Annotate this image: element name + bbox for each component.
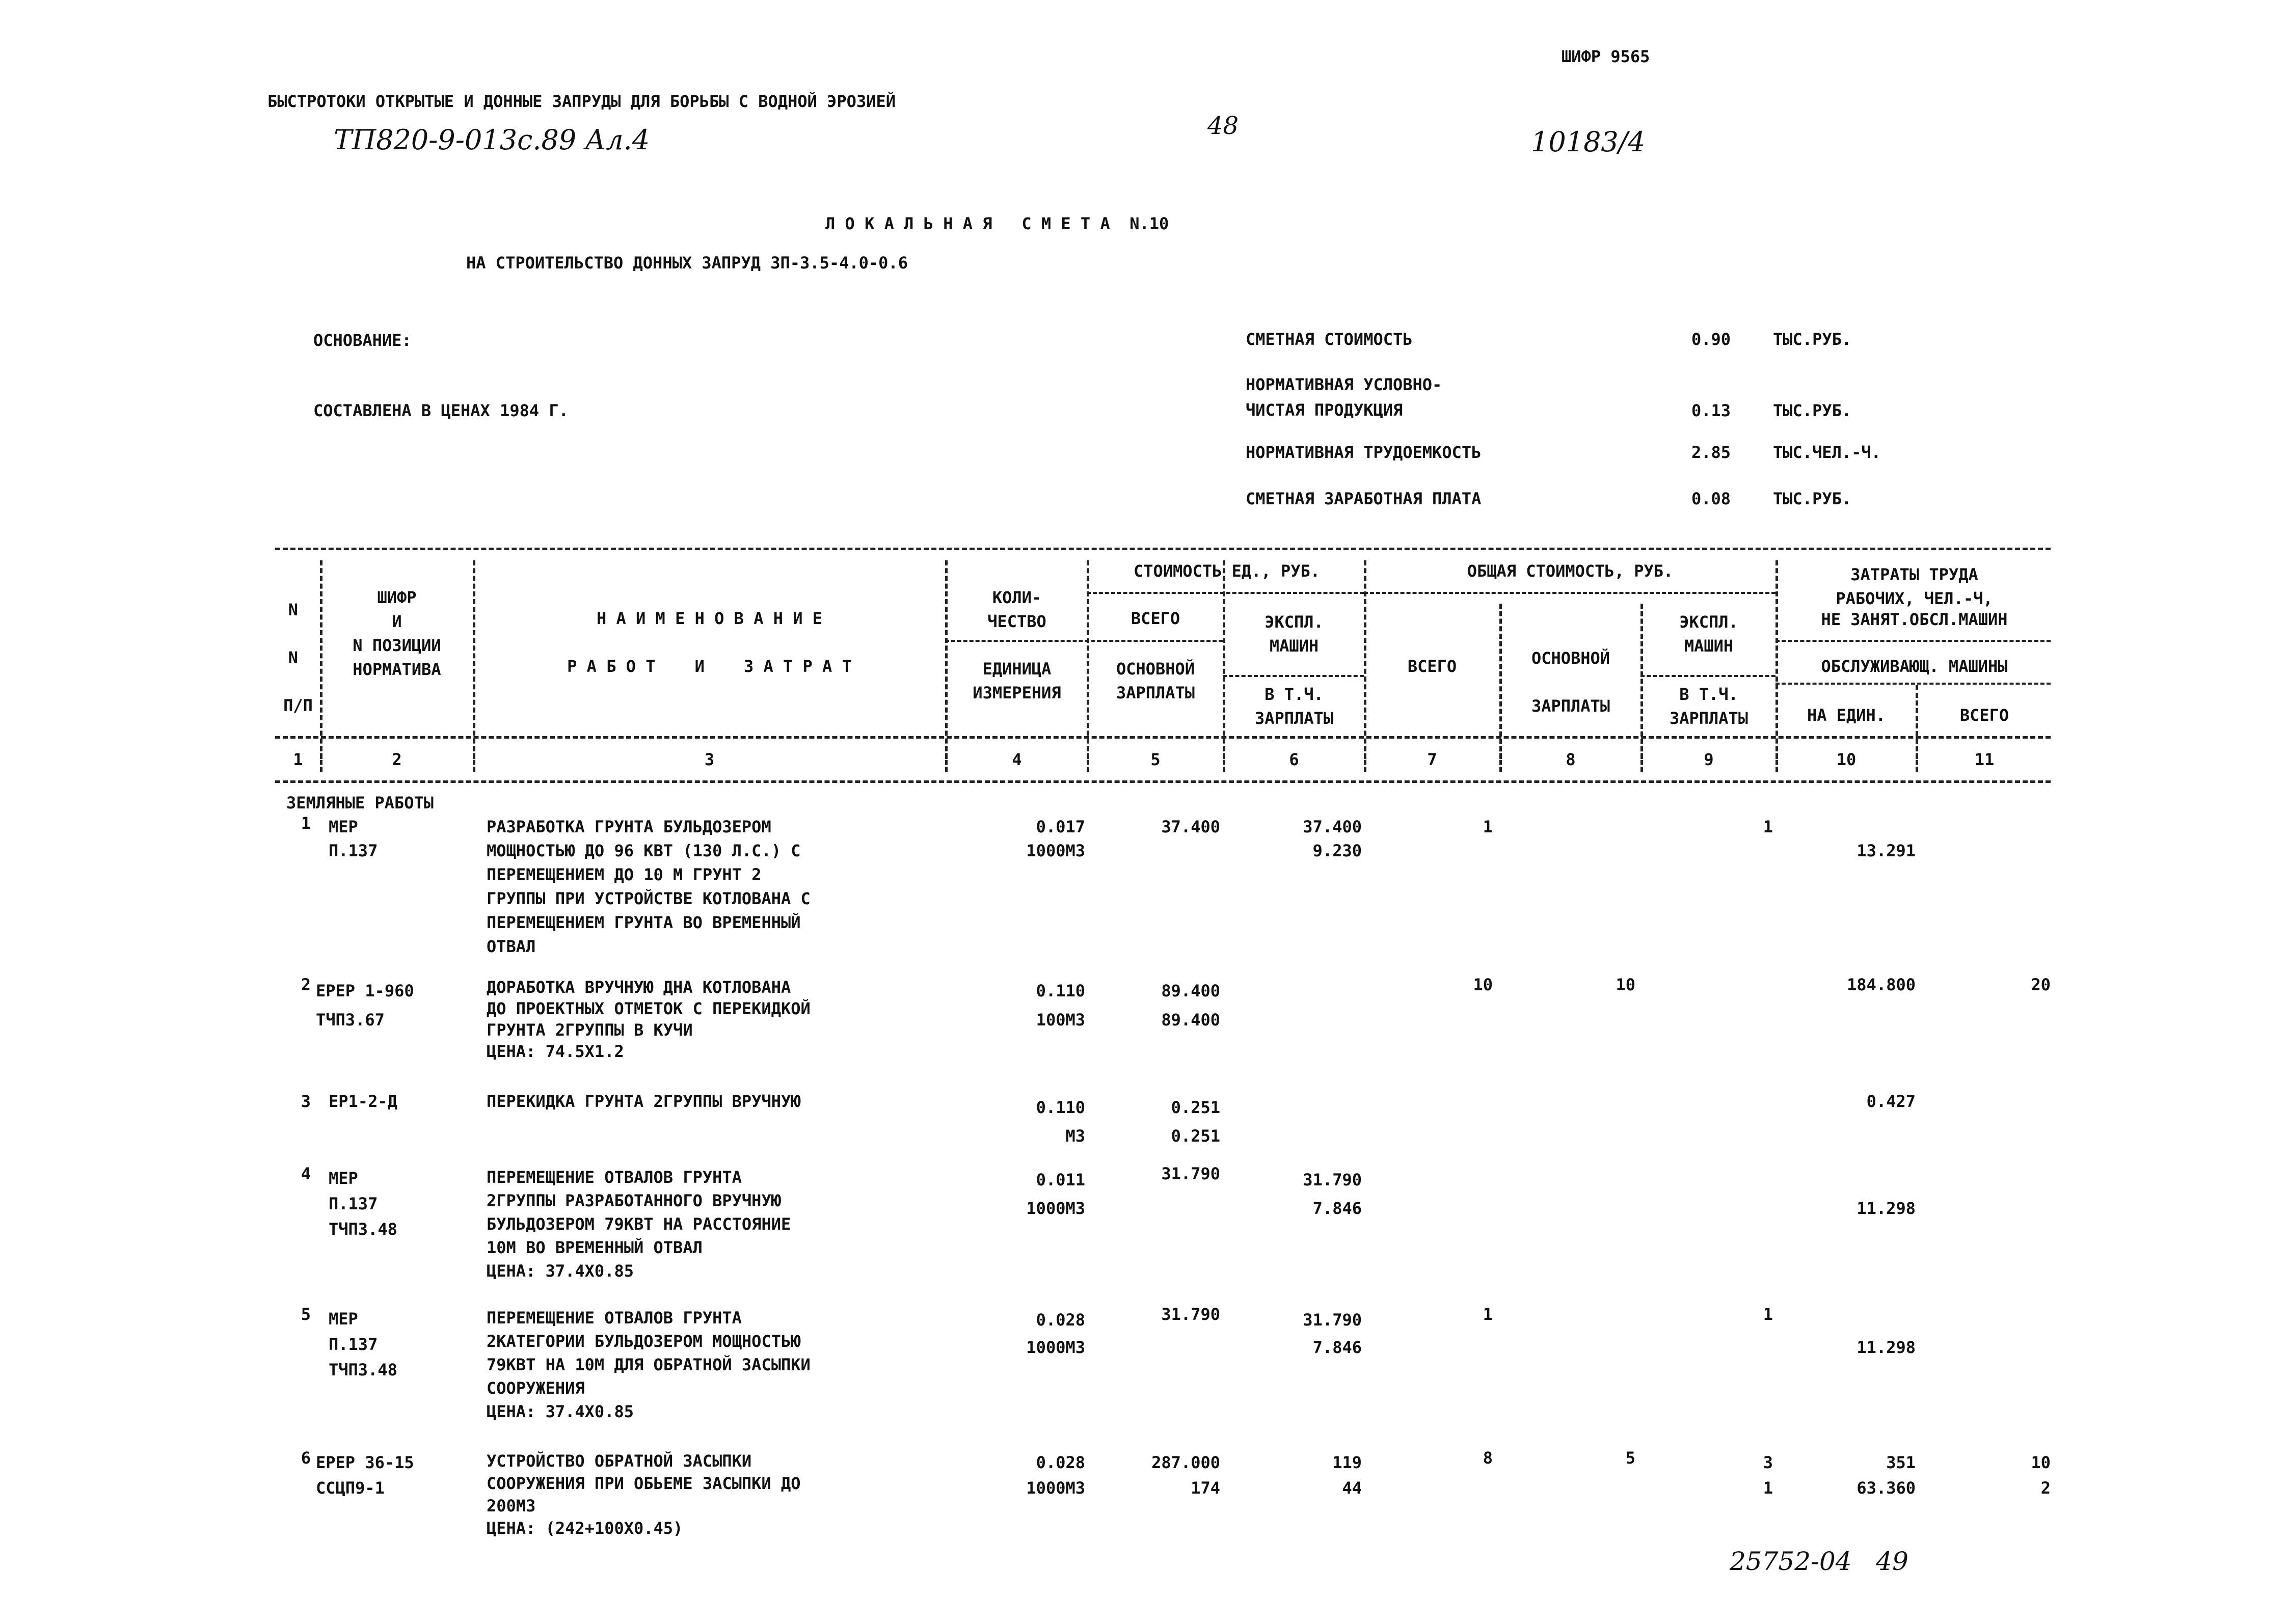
row-labor-per-unit: 13.291: [1856, 841, 1916, 860]
row-total-wages: 5: [1625, 1448, 1635, 1468]
row-description: ПЕРЕКИДКА ГРУНТА 2ГРУППЫ ВРУЧНУЮ: [487, 1092, 801, 1111]
row-total: 1: [1483, 817, 1493, 836]
row-number: 6: [301, 1448, 311, 1468]
header-col-4-bottom: ЕДИНИЦА ИЗМЕРЕНИЯ: [973, 659, 1061, 702]
prices-label: СОСТАВЛЕНА В ЦЕНАХ 1984 Г.: [313, 401, 569, 420]
header-col-2: ШИФР И N ПОЗИЦИИ НОРМАТИВА: [353, 588, 441, 679]
row-unit-total: 31.790: [1161, 1164, 1220, 1183]
summary-unit: ТЫС.РУБ.: [1773, 401, 1852, 420]
column-number: 2: [392, 750, 402, 769]
summary-value: 0.90: [1691, 330, 1731, 349]
row-number: 4: [301, 1164, 311, 1183]
row-code: МЕР П.137 ТЧП3.48: [329, 1309, 397, 1379]
row-unit-total: 287.000 174: [1151, 1453, 1220, 1498]
header-col-5-top: ВСЕГО: [1131, 609, 1180, 628]
summary-unit: ТЫС.РУБ.: [1773, 489, 1852, 508]
row-number: 3: [301, 1092, 311, 1111]
header-sub-rule: [1640, 675, 1775, 677]
basis-label: ОСНОВАНИЕ:: [313, 331, 412, 350]
document-title: Л О К А Л Ь Н А Я С М Е Т А N.10: [825, 214, 1169, 233]
header-sub-rule: [1223, 675, 1364, 677]
row-description: ДОРАБОТКА ВРУЧНУЮ ДНА КОТЛОВАНА ДО ПРОЕКТНЫХ ОТМЕТОК С ПЕРЕКИДКОЙ ГРУНТА 2ГРУППЫ В КУЧИ ЦЕНА: 74.5Х1.2: [487, 978, 811, 1061]
header-total-cost-group: ОБЩАЯ СТОИМОСТЬ, РУБ.: [1467, 561, 1674, 581]
footer-handwritten: 25752-04 49: [1730, 1547, 1908, 1576]
row-labor-total: 10 2: [2031, 1453, 2051, 1498]
numbers-bottom-rule: [275, 780, 2051, 783]
row-code: ЕР1-2-Д: [329, 1092, 397, 1111]
column-number: 10: [1836, 750, 1856, 769]
header-col-11: ВСЕГО: [1959, 706, 2009, 725]
header-col-10: НА ЕДИН.: [1807, 706, 1886, 725]
column-number: 1: [293, 750, 303, 769]
row-total-machines: 1: [1763, 817, 1773, 836]
column-number: 11: [1974, 750, 1995, 769]
header-sub-rule: [1775, 683, 2051, 685]
row-description: ПЕРЕМЕЩЕНИЕ ОТВАЛОВ ГРУНТА 2ГРУППЫ РАЗРАБОТАННОГО ВРУЧНУЮ БУЛЬДОЗЕРОМ 79КВТ НА РАССТОЯНИЕ 10М ВО ВРЕМЕННЫЙ ОТВАЛ ЦЕНА: 37.4Х0.85: [487, 1168, 791, 1281]
table-top-rule: [275, 548, 2051, 550]
row-unit-machines: 119 44: [1332, 1453, 1362, 1498]
row-number: 2: [301, 975, 311, 994]
column-separator: [473, 560, 475, 759]
header-col-5-bottom: ОСНОВНОЙ ЗАРПЛАТЫ: [1116, 659, 1195, 702]
row-total-machines: 3 1: [1763, 1453, 1773, 1498]
header-labor-sub-bottom: ОБСЛУЖИВАЮЩ. МАШИНЫ: [1821, 657, 2008, 676]
handwritten-code: ТП820-9-013с.89 Ал.4: [334, 124, 650, 156]
header-bottom-rule: [275, 736, 2051, 739]
document-subtitle: НА СТРОИТЕЛЬСТВО ДОННЫХ ЗАПРУД ЗП-3.5-4.0-0.6: [466, 253, 908, 273]
summary-unit: ТЫС.ЧЕЛ.-Ч.: [1773, 443, 1881, 462]
row-labor-per-unit: 0.427: [1866, 1092, 1916, 1111]
column-separator: [473, 746, 475, 772]
row-quantity: 0.028 1000М3: [1026, 1310, 1085, 1357]
row-labor-per-unit: 11.298: [1856, 1338, 1916, 1357]
header-col-3-line2: Р А Б О Т И З А Т Р А Т: [567, 657, 852, 676]
row-quantity: 0.011 1000М3: [1026, 1170, 1085, 1218]
row-unit-total: 31.790: [1161, 1305, 1220, 1324]
column-number: 7: [1427, 750, 1437, 769]
row-code: МЕР П.137 ТЧП3.48: [329, 1169, 397, 1239]
header-col-9-top: ЭКСПЛ. МАШИН: [1679, 612, 1738, 656]
row-description: ПЕРЕМЕЩЕНИЕ ОТВАЛОВ ГРУНТА 2КАТЕГОРИИ БУЛЬДОЗЕРОМ МОЩНОСТЬЮ 79КВТ НА 10М ДЛЯ ОБРАТНОЙ ЗАСЫПКИ СООРУЖЕНИЯ ЦЕНА: 37.4Х0.85: [487, 1308, 811, 1421]
row-unit-total: 37.400: [1161, 817, 1220, 836]
row-unit-machines: 37.400 9.230: [1303, 817, 1362, 860]
header-col-3-line1: Н А И М Е Н О В А Н И Е: [596, 609, 823, 628]
header-col-7: ВСЕГО: [1407, 657, 1457, 676]
row-total: 1: [1483, 1305, 1493, 1324]
summary-label: НОРМАТИВНАЯ ТРУДОЕМКОСТЬ: [1246, 443, 1482, 462]
row-number: 1: [301, 814, 311, 833]
row-unit-machines: 31.790 7.846: [1303, 1170, 1362, 1218]
header-col-6-top: ЭКСПЛ. МАШИН: [1264, 612, 1324, 656]
row-total: 10: [1473, 975, 1493, 994]
row-labor-per-unit: 351 63.360: [1856, 1453, 1916, 1498]
header-sub-rule: [1087, 592, 1364, 594]
summary-value: 0.08: [1691, 489, 1731, 508]
header-col-6-bottom: В Т.Ч. ЗАРПЛАТЫ: [1254, 685, 1334, 728]
top-title: БЫСТРОТОКИ ОТКРЫТЫЕ И ДОННЫЕ ЗАПРУДЫ ДЛЯ БОРЬБЫ С ВОДНОЙ ЭРОЗИЕЙ: [267, 92, 896, 111]
row-labor-per-unit: 184.800: [1847, 975, 1916, 994]
section-title: ЗЕМЛЯНЫЕ РАБОТЫ: [286, 793, 434, 813]
summary-unit: ТЫС.РУБ.: [1773, 330, 1852, 349]
summary-label: НОРМАТИВНАЯ УСЛОВНО- ЧИСТАЯ ПРОДУКЦИЯ: [1246, 375, 1442, 420]
summary-label: СМЕТНАЯ СТОИМОСТЬ: [1246, 330, 1413, 349]
column-number: 3: [704, 750, 715, 769]
cipher: ШИФР 9565: [1562, 47, 1650, 66]
header-col-1: N N П/П: [283, 600, 313, 715]
column-number: 8: [1566, 750, 1576, 769]
row-code: МЕР П.137: [329, 817, 378, 860]
row-unit-machines: 31.790 7.846: [1303, 1310, 1362, 1357]
column-number: 4: [1012, 750, 1022, 769]
row-total-wages: 10: [1616, 975, 1635, 994]
row-number: 5: [301, 1305, 311, 1324]
header-labor-sub-top: НЕ ЗАНЯТ.ОБСЛ.МАШИН: [1821, 610, 2008, 629]
column-number: 6: [1289, 750, 1299, 769]
header-col-4-top: КОЛИ- ЧЕСТВО: [987, 588, 1046, 631]
header-labor-group: ЗАТРАТЫ ТРУДА РАБОЧИХ, ЧЕЛ.-Ч,: [1836, 565, 1993, 608]
summary-value: 0.13: [1691, 401, 1731, 420]
header-unit-cost-group: СТОИМОСТЬ ЕД., РУБ.: [1133, 561, 1321, 581]
column-number: 5: [1150, 750, 1161, 769]
row-quantity: 0.028 1000М3: [1026, 1453, 1085, 1498]
column-number: 9: [1704, 750, 1714, 769]
row-code: ЕРЕР 1-960 ТЧП3.67: [316, 981, 414, 1030]
row-code: ЕРЕР 36-15 ССЦП9-1: [316, 1453, 414, 1498]
row-quantity: 0.110 М3: [1036, 1098, 1085, 1146]
header-sub-rule: [1364, 592, 1775, 594]
row-unit-total: 0.251 0.251: [1171, 1098, 1220, 1146]
handwritten-number: 10183/4: [1531, 126, 1646, 158]
row-labor-total: 20: [2031, 975, 2051, 994]
row-quantity: 0.110 100М3: [1036, 981, 1085, 1030]
summary-label: СМЕТНАЯ ЗАРАБОТНАЯ ПЛАТА: [1246, 489, 1482, 508]
row-description: УСТРОЙСТВО ОБРАТНОЙ ЗАСЫПКИ СООРУЖЕНИЯ ПРИ ОБЬЕМЕ ЗАСЫПКИ ДО 200М3 ЦЕНА: (242+100Х0.45): [487, 1451, 801, 1538]
row-labor-per-unit: 11.298: [1856, 1199, 1916, 1218]
row-unit-total: 89.400 89.400: [1161, 981, 1220, 1030]
header-col-8: ОСНОВНОЙ ЗАРПЛАТЫ: [1531, 648, 1610, 716]
header-col-9-bottom: В Т.Ч. ЗАРПЛАТЫ: [1669, 685, 1748, 728]
summary-value: 2.85: [1691, 443, 1731, 462]
row-total-machines: 1: [1763, 1305, 1773, 1324]
page-number: 48: [1207, 112, 1239, 140]
header-sub-rule: [945, 640, 1223, 642]
row-total: 8: [1483, 1448, 1493, 1468]
header-sub-rule: [1775, 640, 2051, 642]
row-description: РАЗРАБОТКА ГРУНТА БУЛЬДОЗЕРОМ МОЩНОСТЬЮ ДО 96 КВТ (130 Л.С.) С ПЕРЕМЕЩЕНИЕМ ДО 10 М ГРУНТ 2 ГРУППЫ ПРИ УСТРОЙСТВЕ КОТЛОВАНА С ПЕРЕМЕЩЕНИЕМ ГРУНТА ВО ВРЕМЕННЫЙ ОТВАЛ: [487, 817, 811, 956]
row-quantity: 0.017 1000М3: [1026, 817, 1085, 860]
